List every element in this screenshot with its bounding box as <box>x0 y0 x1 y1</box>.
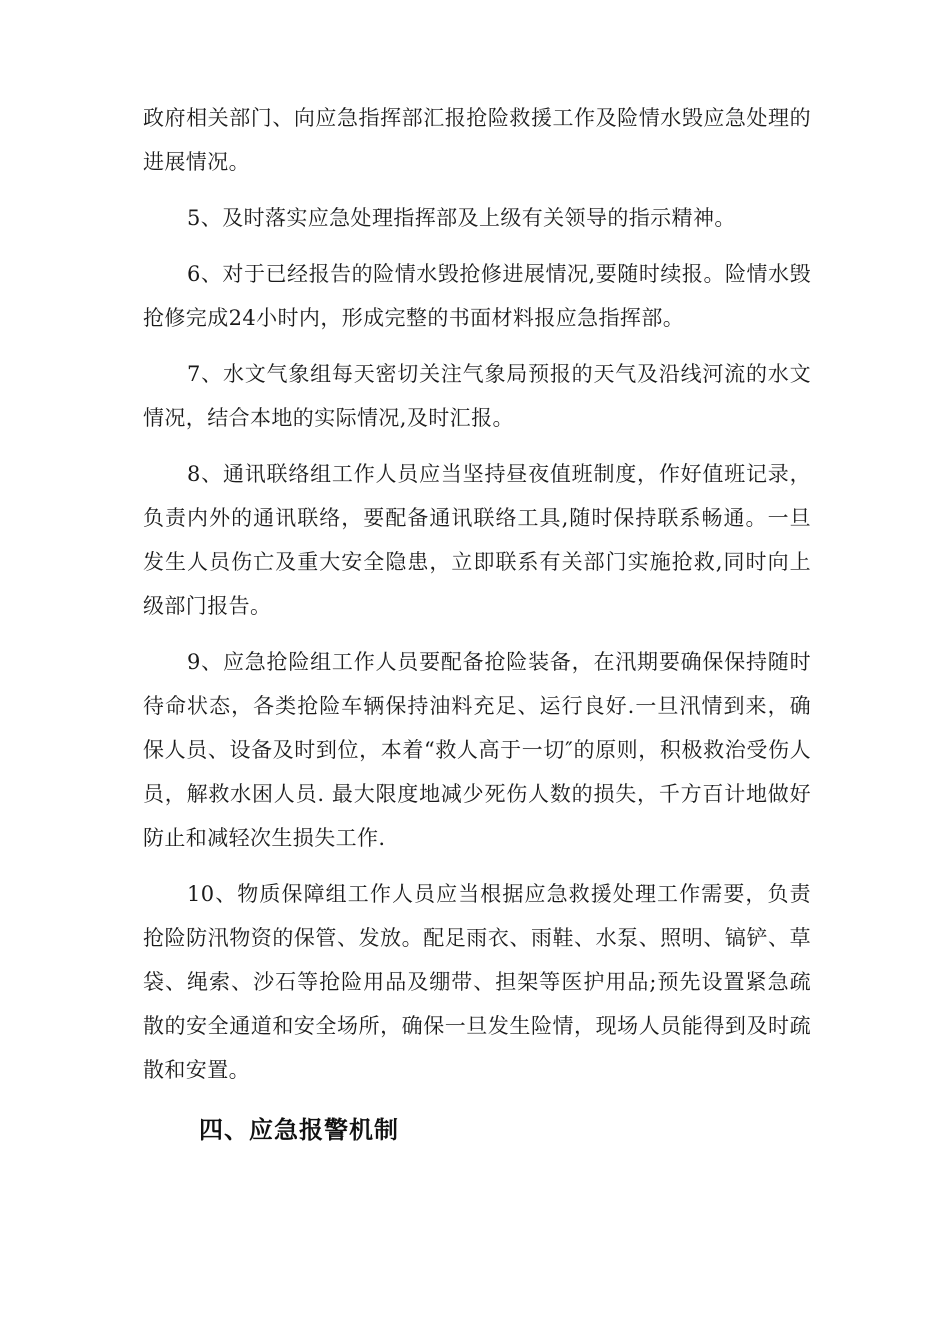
paragraph-item-9: 9、应急抢险组工作人员要配备抢险装备，在汛期要确保保持随时待命状态，各类抢险车辆保持油料充足、运行良好.一旦汛情到来，确保人员、设备及时到位，本着“救人高于一切″的原则，积极救治受伤人员，解救水困人员. 最大限度地减少死伤人数的损失，千方百计地做好防止和减轻次生损失工作. <box>143 650 811 850</box>
paragraph-item-8: 8、通讯联络组工作人员应当坚持昼夜值班制度，作好值班记录，负责内外的通讯联络，要配备通讯联络工具,随时保持联系畅通。一旦发生人员伤亡及重大安全隐患，立即联系有关部门实施抢救,同时向上级部门报告。 <box>143 462 811 618</box>
document-body <box>143 96 811 1152</box>
paragraph-item-5: 5、及时落实应急处理指挥部及上级有关领导的指示精神。 <box>187 206 736 230</box>
paragraph-item-7: 7、水文气象组每天密切关注气象局预报的天气及沿线河流的水文情况，结合本地的实际情况,及时汇报。 <box>143 362 811 430</box>
paragraph-continuation: 政府相关部门、向应急指挥部汇报抢险救援工作及险情水毁应急处理的进展情况。 <box>143 106 811 174</box>
section-heading: 四、应急报警机制 <box>199 1116 399 1144</box>
paragraph-item-10: 10、物质保障组工作人员应当根据应急救援处理工作需要，负责抢险防汛物资的保管、发放。配足雨衣、雨鞋、水泵、照明、镐铲、草袋、绳索、沙石等抢险用品及绷带、担架等医护用品;预先设置紧急疏散的安全通道和安全场所，确保一旦发生险情，现场人员能得到及时疏散和安置。 <box>143 882 811 1082</box>
paragraph-item-6: 6、对于已经报告的险情水毁抢修进展情况,要随时续报。险情水毁抢修完成24小时内，形成完整的书面材料报应急指挥部。 <box>143 262 811 330</box>
